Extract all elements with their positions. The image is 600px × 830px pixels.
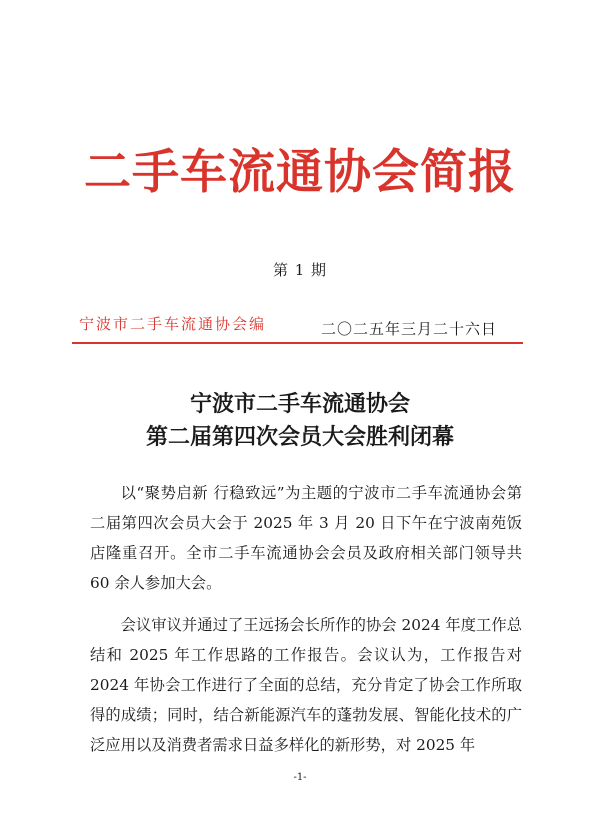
page-number: -1- xyxy=(293,772,307,783)
article-paragraph: 以“聚势启新 行稳致远”为主题的宁波市二手车流通协会第二届第四次会员大会于 2025 年 3 月 20 日下午在宁波南苑饭店隆重召开。全市二手车流通协会会员及政府相关部门领导共 60 余人参加大会。 xyxy=(90,484,522,592)
article-title xyxy=(0,388,600,454)
article-title-line-2: 第二届第四次会员大会胜利闭幕 xyxy=(145,424,454,450)
article-title-line-1: 宁波市二手车流通协会 xyxy=(189,391,410,417)
masthead-title: 二手车流通协会简报 xyxy=(84,145,516,200)
article-paragraph: 会议审议并通过了王远扬会长所作的协会 2024 年度工作总结和 2025 年工作思路的工作报告。会议认为，工作报告对 2024 年协会工作进行了全面的总结，充分肯定了协会工作所取得的成绩；同时，结合新能源汽车的蓬勃发展、智能化技术的广泛应用以及消费者需求日益多样化的新形势，对 2025 年 xyxy=(90,616,522,754)
header-divider xyxy=(72,342,523,344)
issue-date: 二〇二五年三月二十六日 xyxy=(321,320,498,338)
issue-number: 第 1 期 xyxy=(272,261,328,279)
article-body xyxy=(90,478,522,760)
editor-line: 宁波市二手车流通协会编 xyxy=(79,315,267,333)
